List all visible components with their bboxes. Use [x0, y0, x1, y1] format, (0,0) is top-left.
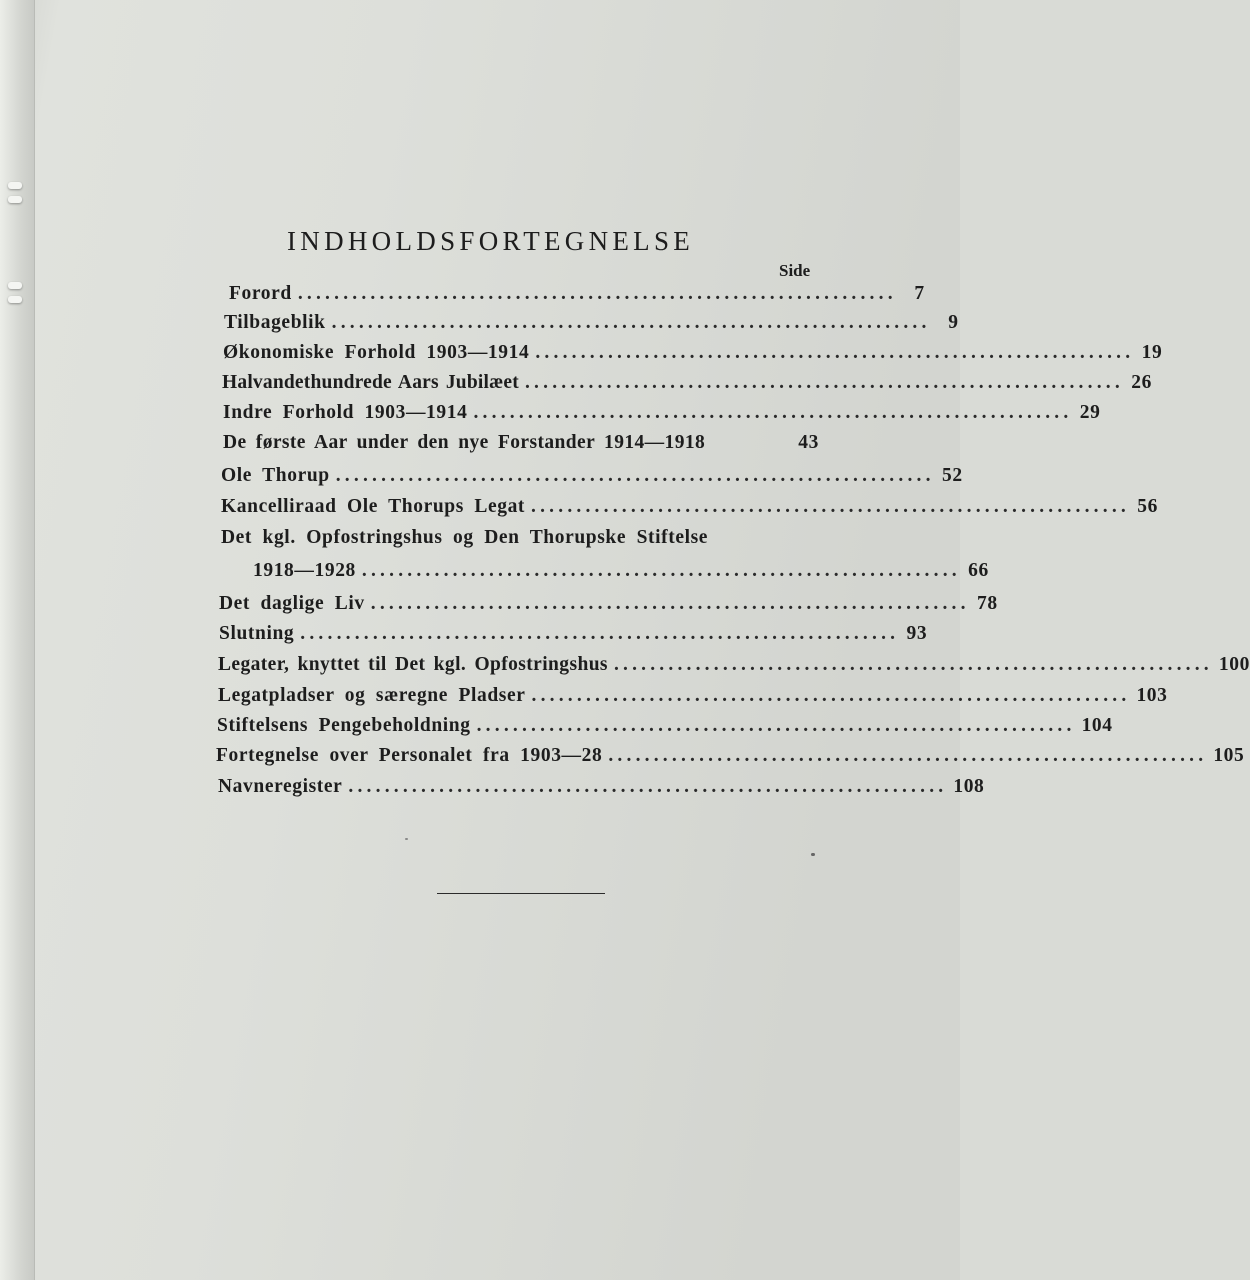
dot-leader: .................................................................. [331, 312, 931, 333]
toc-entry-title: Slutning [219, 623, 295, 644]
toc-entry-title: Halvandethundrede Aars Jubilæet [222, 372, 519, 393]
dot-leader: .................................................................. [531, 496, 1130, 517]
dot-leader: .................................................................. [531, 685, 1131, 706]
toc-entry-page: 43 [798, 432, 819, 453]
toc-entry [223, 342, 1163, 368]
binding-stitch [8, 182, 22, 189]
toc-entry-title: Tilbageblik [224, 312, 326, 333]
dot-leader: .................................................................. [335, 465, 935, 486]
page-title: INDHOLDSFORTEGNELSE [287, 226, 695, 256]
dot-leader: .................................................................. [476, 715, 1076, 736]
toc-entry-title: Indre Forhold 1903—1914 [223, 402, 468, 423]
toc-entry-title: Fortegnelse over Personalet fra 1903—28 [216, 745, 603, 766]
dot-leader: .................................................................. [300, 623, 900, 644]
dot-leader: .................................................................. [613, 654, 1213, 675]
toc-entry-page: 52 [941, 465, 963, 486]
toc-entry [222, 372, 1152, 398]
toc-entry-title: Ole Thorup [221, 465, 330, 486]
paper-speck [811, 853, 815, 856]
page-column-header: Side [779, 261, 811, 280]
toc-entry-page: 56 [1137, 496, 1158, 517]
toc-entry [218, 685, 1168, 711]
toc-entry-page: 103 [1136, 685, 1168, 706]
toc-entry-page: 105 [1213, 745, 1245, 766]
toc-entry [253, 560, 989, 586]
toc-entry-title: Navneregister [218, 776, 343, 797]
toc-entry-page: 66 [968, 560, 989, 581]
toc-entry-title-continued: 1918—1928 [253, 560, 356, 581]
toc-entry-page: 26 [1131, 372, 1152, 393]
dot-leader: .................................................................. [361, 560, 961, 581]
toc-entry-page: 78 [977, 593, 998, 614]
toc-entry [218, 776, 985, 802]
toc-entry [221, 465, 963, 491]
toc-entry-title: Legater, knyttet til Det kgl. Opfostringshus [218, 654, 608, 675]
toc-entry-title: Forord [229, 283, 292, 304]
toc-entry-page: 29 [1079, 402, 1101, 423]
dot-leader: .................................................................. [370, 593, 970, 614]
toc-entry-page: 108 [953, 776, 985, 797]
toc-entry-page: 104 [1081, 715, 1113, 736]
toc-entry [224, 312, 959, 338]
toc-entry [218, 654, 1250, 680]
dot-leader: .................................................................. [535, 342, 1135, 363]
toc-entry-title: Legatpladser og særegne Pladser [218, 685, 526, 706]
toc-entry-page: 100 [1218, 654, 1250, 675]
toc-entry-title: De første Aar under den nye Forstander 1914—1918 [223, 432, 706, 453]
toc-entry-title: Det daglige Liv [219, 593, 365, 614]
paper-speck [405, 838, 408, 840]
toc-entry [229, 283, 925, 309]
dot-leader: .................................................................. [473, 402, 1073, 423]
toc-entry [223, 402, 1101, 428]
toc-entry [219, 593, 998, 619]
dot-leader: .................................................................. [608, 745, 1208, 766]
toc-entry-page: 9 [948, 312, 959, 333]
toc-entry-page: 7 [914, 283, 925, 304]
toc-entry-title: Stiftelsens Pengebeholdning [217, 715, 471, 736]
closing-rule [437, 893, 605, 894]
toc-entry-title: Økonomiske Forhold 1903—1914 [223, 342, 530, 363]
toc-entry [221, 496, 1158, 522]
toc-entry [216, 745, 1245, 771]
dot-leader: .................................................................. [524, 372, 1124, 393]
toc-entry [223, 432, 819, 458]
toc-entry-title: Kancelliraad Ole Thorups Legat [221, 496, 526, 517]
toc-entry [219, 623, 928, 649]
binding-edge [0, 0, 35, 1280]
toc-entry-page: 19 [1141, 342, 1163, 363]
binding-stitch [8, 296, 22, 303]
binding-stitch [8, 282, 22, 289]
toc-entry [217, 715, 1113, 741]
dot-leader: .................................................................. [297, 283, 897, 304]
binding-stitch [8, 196, 22, 203]
toc-entry-page: 93 [906, 623, 928, 644]
toc-entry-title: Det kgl. Opfostringshus og Den Thorupske Stiftelse [221, 527, 709, 548]
dot-leader: .................................................................. [348, 776, 948, 797]
